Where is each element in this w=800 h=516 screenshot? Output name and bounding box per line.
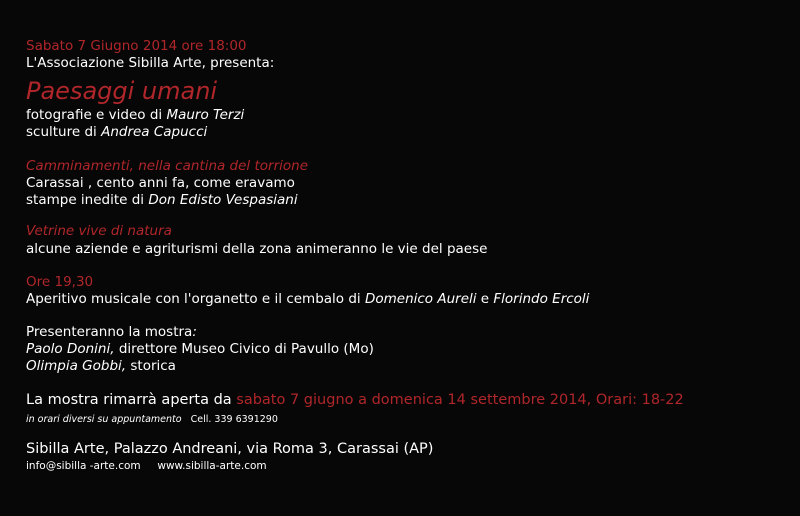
section4-heading-colon: : — [192, 324, 197, 340]
section1-line2-prefix: stampe inedite di — [26, 192, 149, 208]
section3-name2: Florindo Ercoli — [493, 291, 590, 307]
section4-heading-text: Presenteranno la mostra — [26, 324, 193, 340]
photo-credit-prefix: fotografie e video di — [26, 107, 167, 123]
section1-heading — [26, 158, 308, 174]
footer-email[interactable]: info@sibilla -arte.com — [26, 460, 141, 472]
exhibition-dates-prefix: La mostra rimarrà aperta da — [26, 392, 237, 408]
footer-contacts — [26, 460, 267, 473]
section3-heading — [26, 274, 93, 290]
section1-line1 — [26, 175, 295, 191]
section4-heading — [26, 324, 197, 340]
section3-conjunction: e — [476, 291, 494, 307]
section2-heading — [26, 223, 172, 239]
appointment-note-text: in orari diversi su appuntamento — [26, 414, 182, 425]
section3-name1: Domenico Aureli — [364, 291, 477, 307]
presenter-text: L'Associazione Sibilla Arte, presenta: — [26, 55, 275, 71]
person1-role: direttore Museo Civico di Pavullo (Mo) — [114, 341, 374, 357]
appointment-note — [26, 414, 278, 426]
section1-line2 — [26, 192, 298, 208]
exhibition-dates-range: sabato 7 giugno a domenica 14 settembre 2014, Orari: 18-22 — [236, 392, 684, 408]
section2-line1 — [26, 241, 487, 257]
photo-artist-name: Mauro Terzi — [166, 107, 245, 123]
section1-heading-text: Camminamenti, nella cantina del torrione — [26, 158, 309, 174]
section4-person1 — [26, 341, 374, 357]
sculpture-credit — [26, 124, 207, 140]
exhibition-title-text: Paesaggi umani — [26, 77, 218, 105]
presenter-line — [26, 55, 274, 71]
section3-heading-text: Ore 19,30 — [26, 274, 94, 290]
section1-line2-name: Don Edisto Vespasiani — [148, 192, 298, 208]
person2-role: storica — [126, 358, 176, 374]
footer-website[interactable]: www.sibilla-arte.com — [157, 460, 267, 472]
section1-line1-text: Carassai , cento anni fa, come eravamo — [26, 175, 295, 191]
sculpture-artist-name: Andrea Capucci — [101, 124, 208, 140]
phone-number: Cell. 339 6391290 — [190, 414, 278, 425]
section3-line-prefix: Aperitivo musicale con l'organetto e il cembalo di — [26, 291, 365, 307]
event-date — [26, 38, 247, 54]
sculpture-credit-prefix: sculture di — [26, 124, 102, 140]
person2-name: Olimpia Gobbi, — [26, 358, 127, 374]
section4-person2 — [26, 358, 176, 374]
exhibition-dates — [26, 392, 684, 409]
footer-address-text: Sibilla Arte, Palazzo Andreani, via Roma 3, Carassai (AP) — [26, 441, 434, 457]
event-date-text: Sabato 7 Giugno 2014 ore 18:00 — [26, 38, 247, 54]
photo-credit — [26, 107, 244, 123]
section2-line1-text: alcune aziende e agriturismi della zona animeranno le vie del paese — [26, 241, 488, 257]
person1-name: Paolo Donini, — [26, 341, 115, 357]
footer-address — [26, 441, 433, 458]
exhibition-title — [26, 77, 217, 105]
section2-heading-text: Vetrine vive di natura — [26, 223, 172, 239]
section3-line — [26, 291, 589, 307]
